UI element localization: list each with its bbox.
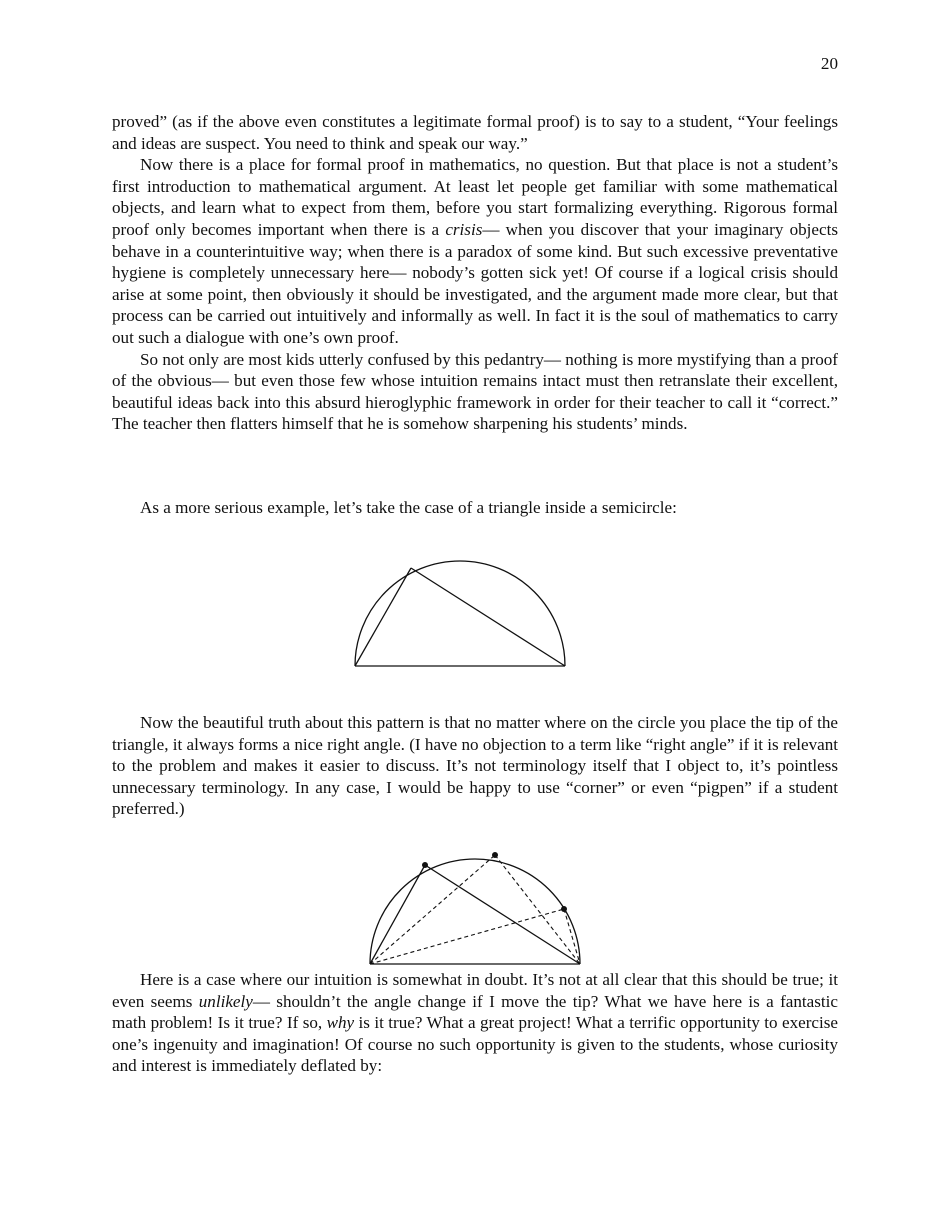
paragraph-continued: proved” (as if the above even constitutes a legitimate formal proof) is to say to a student, “Your feelings and ideas are suspect. You need to think and speak our way.” bbox=[112, 112, 838, 153]
text-block-right-angle bbox=[112, 712, 838, 820]
triangle-right-side bbox=[425, 865, 580, 964]
semicircle-triangle-figure bbox=[350, 548, 570, 670]
tip-point bbox=[561, 906, 567, 912]
text-block-intuition-doubt bbox=[112, 969, 838, 1077]
paragraph-text: — shouldn’t the angle change if I move the tip? What we have here is a fantastic math problem! Is it true? If so, bbox=[112, 991, 838, 1033]
dashed-triangle-left-side bbox=[370, 909, 564, 964]
text-block-formal-proof bbox=[112, 111, 838, 435]
paragraph-text: — when you discover that your imaginary objects behave in a counterintuitive way; when there is a paradox of some kind. But such excessive preventative hygiene is completely unnecessary here— nobody’s gotten sick yet! Of course if a logical crisis should arise at some point, then obviously it should be investigated, and the argument made more clear, but that process can be carried out intuitively and informally as well. In fact it is the soul of mathematics to carry out such a dialogue with one’s own proof. bbox=[112, 219, 838, 347]
semicircle-arc bbox=[355, 561, 565, 666]
emphasis-crisis: crisis bbox=[445, 219, 483, 239]
paragraph-intuition-doubt bbox=[112, 969, 838, 1077]
triangle-left-side bbox=[370, 865, 425, 964]
text-block-example-intro bbox=[112, 497, 838, 519]
dashed-triangle-left-side bbox=[370, 855, 495, 964]
paragraph-serious-example: As a more serious example, let’s take the case of a triangle inside a semicircle: bbox=[140, 498, 677, 517]
paragraph-text: Here is a case where our intuition is somewhat in doubt. It’s not at all clear that this should be true; it even seems bbox=[112, 970, 838, 1011]
paragraph-pedantry: So not only are most kids utterly confused by this pedantry— nothing is more mystifying than a proof of the obvious— but even those few whose intuition remains intact must then retranslate their excellent, beautiful ideas back into this absurd hieroglyphic framework in order for their teacher to call it “correct.” The teacher then flatters himself that he is somehow sharpening his students’ minds. bbox=[112, 349, 838, 434]
emphasis-unlikely: unlikely bbox=[198, 991, 253, 1011]
paragraph-place-for-proof bbox=[112, 154, 838, 348]
semicircle-multiple-triangles-figure bbox=[364, 848, 586, 968]
triangle-right-side bbox=[411, 568, 565, 666]
emphasis-why: why bbox=[326, 1013, 355, 1033]
dashed-triangle-right-side bbox=[495, 855, 580, 964]
paragraph-beautiful-truth: Now the beautiful truth about this pattern is that no matter where on the circle you place the tip of the triangle, it always forms a nice right angle. (I have no objection to a term like “right angle” if it is relevant to the problem and makes it easier to discuss. It’s not terminology itself that I object to, it’s pointless unnecessary terminology. In any case, I would be happy to use “corner” or even “pigpen” if a student preferred.) bbox=[112, 713, 838, 819]
tip-point bbox=[492, 852, 498, 858]
semicircle-arc bbox=[370, 859, 580, 964]
tip-point bbox=[422, 862, 428, 868]
triangle-left-side bbox=[355, 568, 411, 666]
page-number: 20 bbox=[820, 54, 838, 73]
paragraph-text: is it true? What a great project! What a terrific opportunity to exercise one’s ingenuity and imagination! Of course no such opportunity is given to the students, whose curiosity and interest is immediately deflated by: bbox=[112, 1013, 838, 1076]
paragraph-text: Now there is a place for formal proof in mathematics, no question. But that place is not a student’s first introduction to mathematical argument. At least let people get familiar with some mathematical objects, and learn what to expect from them, before you start formalizing everything. Rigorous formal proof only becomes important when there is a bbox=[112, 155, 838, 239]
